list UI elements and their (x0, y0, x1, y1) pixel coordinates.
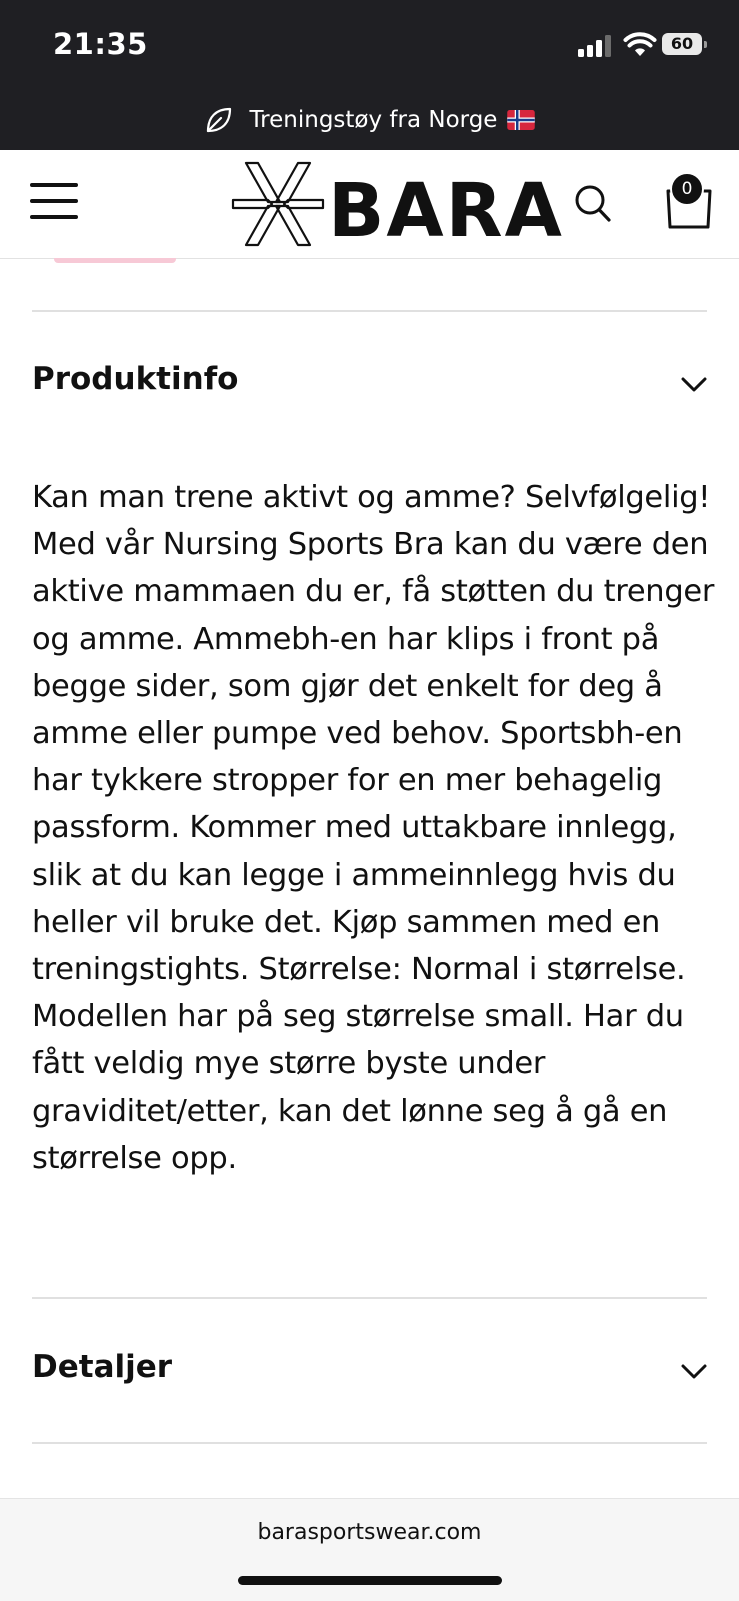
cellular-signal-icon (578, 34, 614, 58)
menu-icon[interactable] (30, 183, 78, 219)
battery-icon (662, 33, 708, 57)
bara-logo[interactable] (232, 162, 564, 254)
produktinfo-title[interactable]: Produktinfo (32, 361, 239, 397)
browser-url-bar[interactable] (0, 1498, 739, 1601)
divider (32, 310, 707, 312)
url-text[interactable]: barasportswear.com (257, 1520, 482, 1545)
promo-banner (0, 90, 739, 150)
divider (32, 1442, 707, 1444)
chevron-down-icon[interactable] (680, 1363, 708, 1381)
promo-text: Treningstøy fra Norge (249, 107, 498, 133)
divider (32, 1297, 707, 1299)
variant-swatch-partial (54, 258, 176, 263)
search-icon[interactable] (574, 184, 612, 224)
chevron-down-icon[interactable] (680, 376, 708, 394)
status-bar (0, 0, 739, 90)
status-time: 21:35 (53, 27, 148, 61)
svg-text:BARA: BARA (328, 168, 564, 254)
battery-level: 60 (662, 33, 702, 55)
leaf-icon (204, 105, 234, 135)
wifi-icon (624, 32, 656, 58)
product-description: Kan man trene aktivt og amme? Selvfølgelig! Med vår Nursing Sports Bra kan du være den aktive mammaen du er, få støtten du trenger og amme. Ammebh-en har klips i front på begge sider, som gjør det enkelt for deg å amme eller pumpe ved behov. Sportsbh-en har tykkere stropper for en mer behagelig passform. Kommer med uttakbare innlegg, slik at du kan legge i ammeinnlegg hvis du heller vil bruke det. Kjøp sammen med en treningstights. Størrelse: Normal i størrelse. Modellen har på seg størrelse small. Har du fått veldig mye større byste under graviditet/etter, kan det lønne seg å gå en størrelse opp. (32, 480, 715, 1176)
cart-count-badge[interactable]: 0 (670, 172, 704, 206)
norway-flag-icon (507, 110, 535, 130)
detaljer-title[interactable]: Detaljer (32, 1349, 173, 1385)
home-indicator[interactable] (238, 1576, 502, 1585)
